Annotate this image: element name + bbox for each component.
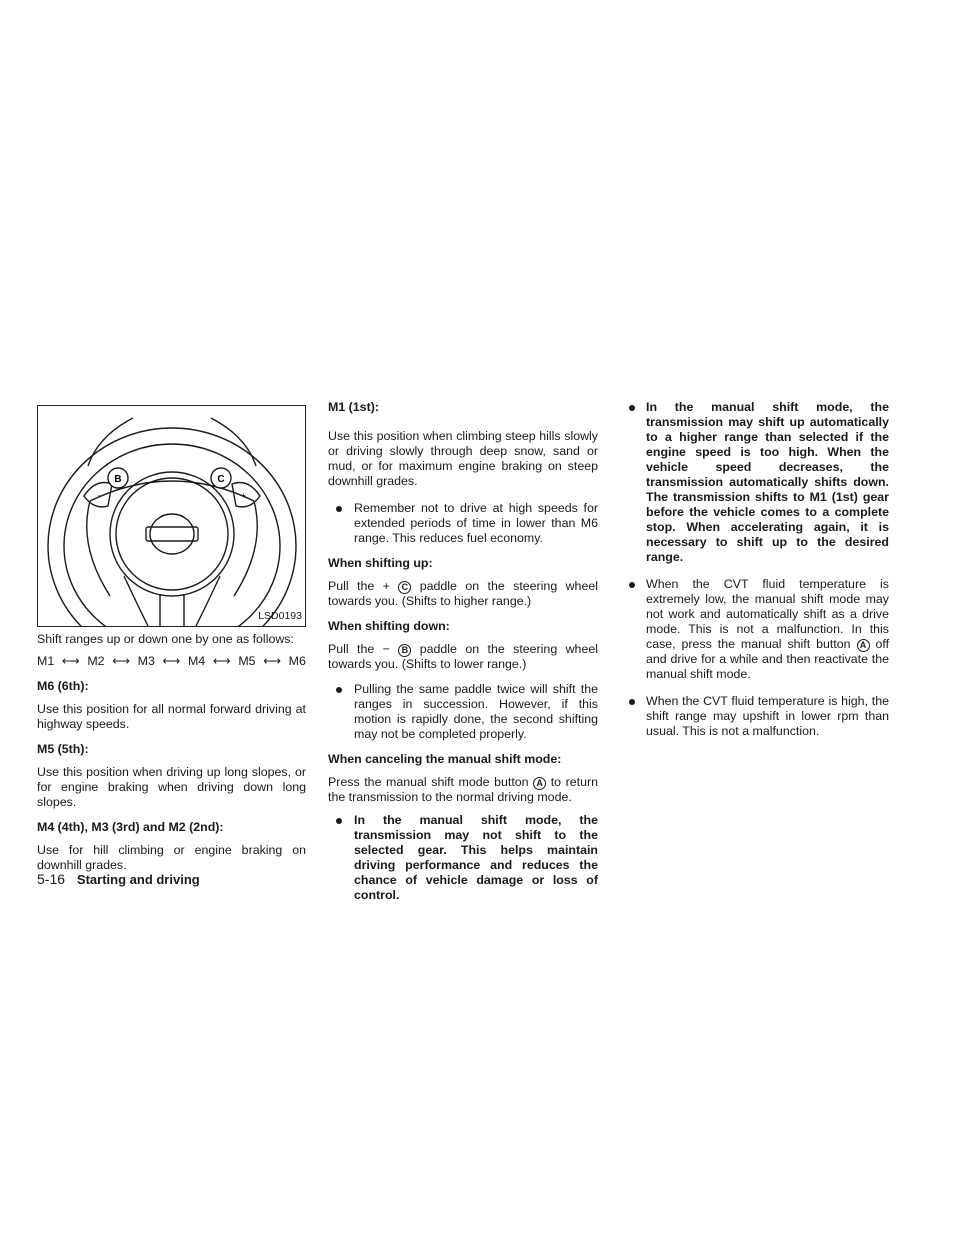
svg-text:+: + xyxy=(241,491,246,500)
shift-down-pre: Pull the − xyxy=(328,642,390,656)
column-middle xyxy=(328,400,598,911)
m432-heading: M4 (4th), M3 (3rd) and M2 (2nd): xyxy=(37,820,224,834)
cvt-low-pre: When the CVT fluid temperature is extremely low, the manual shift mode may not work and automatically shift as a drive mode. This is not a malfunction. In this case, press the manual shift button xyxy=(646,577,889,651)
section-title: Starting and driving xyxy=(76,872,200,887)
seq-m1: M1 xyxy=(37,654,55,668)
button-a-icon: A xyxy=(857,639,870,652)
cvt-high-temp-bullet: When the CVT fluid temperature is high, the shift range may upshift in lower rpm than usual. This is not a malfunction. xyxy=(628,694,889,739)
m1-text: Use this position when climbing steep hills slowly or driving slowly through deep snow, sand or mud, or for maximum engine braking on steep downhill grades. xyxy=(328,429,598,488)
shift-down-heading: When shifting down: xyxy=(328,619,450,633)
m432-text: Use for hill climbing or engine braking on downhill grades. xyxy=(37,843,306,872)
m5-text: Use this position when driving up long slopes, or for engine braking when driving down long slopes. xyxy=(37,765,306,809)
callout-c: C xyxy=(217,474,225,485)
seq-m6: M6 xyxy=(288,654,306,668)
seq-arrow: ⟷ xyxy=(162,654,181,668)
auto-shift-bullet: In the manual shift mode, the transmission may shift up automatically to a higher range than selected if the engine speed is too high. When the vehicle speed decreases, the transmission automatically shifts down. The transmission shifts to M1 (1st) gear before the vehicle comes to a complete stop. When accelerating again, it is necessary to shift up to the desired range. xyxy=(628,400,889,565)
m6-heading: M6 (6th): xyxy=(37,679,89,693)
page-number: 5-16 xyxy=(37,871,66,887)
steering-wheel-figure xyxy=(37,405,306,627)
seq-m4: M4 xyxy=(187,654,206,668)
cancel-text xyxy=(328,775,598,805)
seq-arrow: ⟷ xyxy=(263,654,281,668)
shift-down-text xyxy=(328,642,598,672)
svg-text:-: - xyxy=(98,491,101,500)
column-right xyxy=(628,400,889,747)
m1-heading: M1 (1st): xyxy=(328,400,379,414)
cancel-post: to return the transmission to the normal driving mode. xyxy=(328,775,598,804)
m6-text: Use this position for all normal forward driving at highway speeds. xyxy=(37,702,306,731)
page-footer xyxy=(37,871,200,887)
shift-up-heading: When shifting up: xyxy=(328,556,433,570)
shift-up-pre: Pull the + xyxy=(328,579,390,593)
button-a-icon: A xyxy=(533,777,546,790)
seq-arrow: ⟷ xyxy=(61,654,80,668)
steering-wheel-illustration xyxy=(38,406,305,626)
seq-m2: M2 xyxy=(87,654,105,668)
column-left xyxy=(37,400,306,880)
warning-bullet: In the manual shift mode, the transmission may not shift to the selected gear. This helps maintain driving performance and reduces the chance of vehicle damage or loss of control. xyxy=(328,813,598,903)
shift-down-post: paddle on the steering wheel towards you. (Shifts to lower range.) xyxy=(328,642,598,671)
cancel-pre: Press the manual shift mode button xyxy=(328,775,529,789)
cvt-low-temp-bullet xyxy=(628,577,889,682)
shift-up-post: paddle on the steering wheel towards you. (Shifts to higher range.) xyxy=(328,579,598,608)
cancel-heading: When canceling the manual shift mode: xyxy=(328,752,562,766)
m1-bullet: Remember not to drive at high speeds for extended periods of time in lower than M6 range. This reduces fuel economy. xyxy=(328,501,598,546)
shift-up-text xyxy=(328,579,598,609)
paddle-bullet: Pulling the same paddle twice will shift the ranges in succession. However, if this motion is rapidly done, the second shifting may not be completed properly. xyxy=(328,682,598,742)
seq-m5: M5 xyxy=(238,654,256,668)
m5-heading: M5 (5th): xyxy=(37,742,89,756)
shift-intro: Shift ranges up or down one by one as follows: xyxy=(37,632,294,646)
shift-sequence xyxy=(37,654,306,669)
paddle-b-icon: B xyxy=(398,644,411,657)
figure-code: LSD0193 xyxy=(258,610,302,622)
callout-b: B xyxy=(114,474,122,485)
paddle-c-icon: C xyxy=(398,581,411,594)
seq-m3: M3 xyxy=(137,654,155,668)
seq-arrow: ⟷ xyxy=(112,654,130,668)
seq-arrow: ⟷ xyxy=(212,654,231,668)
cvt-low-post: off and drive for a while and then reactivate the manual shift mode. xyxy=(646,637,890,681)
